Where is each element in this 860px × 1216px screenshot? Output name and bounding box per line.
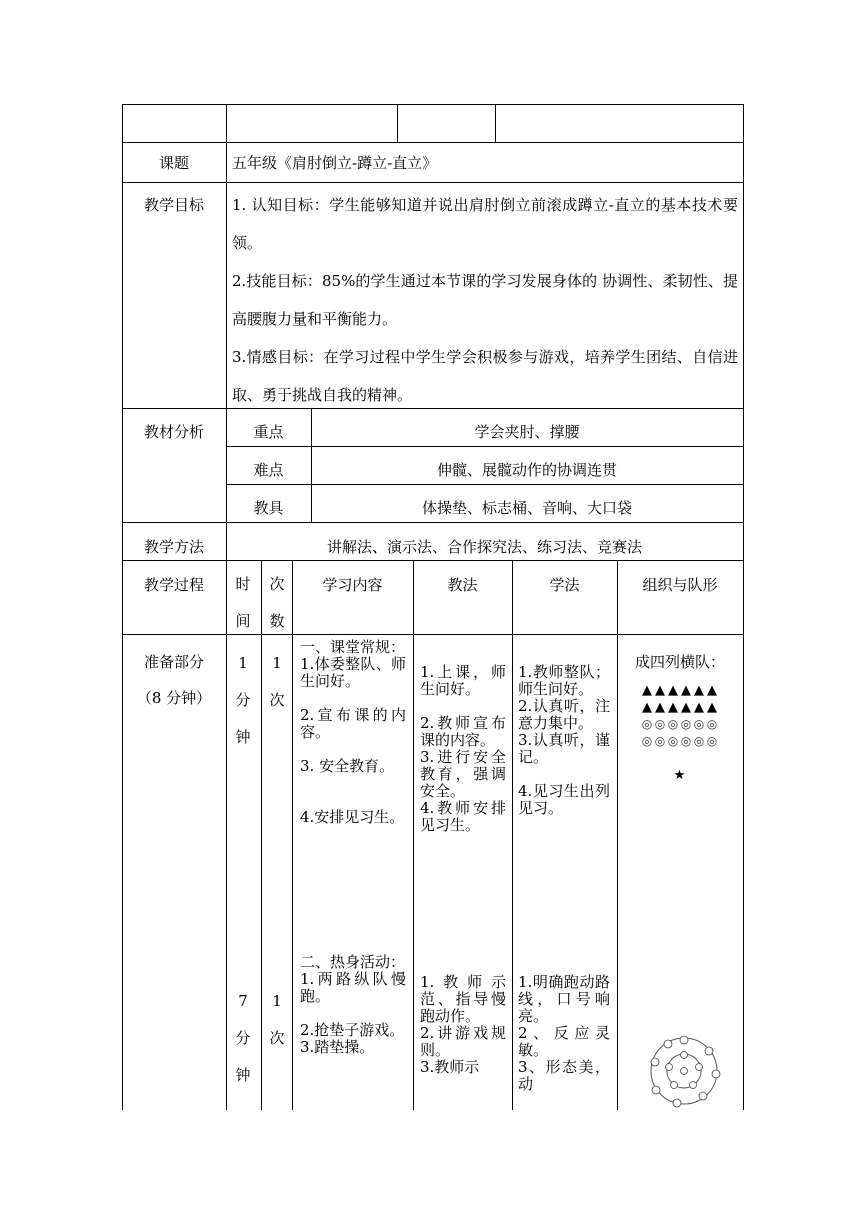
student-circle-icon: ◎ (654, 717, 666, 731)
part2-time: 7 分 钟 (235, 992, 251, 1084)
header-time: 时 间 (235, 575, 251, 630)
part2-teaching (420, 974, 506, 1076)
part1-learning (518, 664, 610, 817)
analysis-label: 教材分析 (143, 423, 204, 441)
process-label: 教学过程 (143, 576, 204, 594)
student-triangle-icon: ▲ (668, 700, 678, 715)
student-triangle-icon: ▲ (655, 683, 665, 698)
student-circle-icon: ◎ (641, 717, 653, 731)
teaching-line: 1.教师示范、指导慢跑动作。 (420, 973, 506, 1025)
teaching-line: 4.教师安排见习生。 (420, 799, 506, 834)
topic-label: 课题 (158, 154, 189, 172)
student-circle-icon: ◎ (706, 717, 718, 731)
teaching-line: 2.教师宣布课的内容。 (420, 714, 506, 749)
student-triangle-icon: ▲ (681, 700, 691, 715)
content-line: 3. 安全教育。 (300, 757, 395, 775)
learning-line: 3、形态美，动 (518, 1058, 610, 1093)
prep-label: 准备部分 (143, 653, 204, 671)
student-circle-icon: ◎ (667, 717, 679, 731)
column-divider (226, 104, 227, 1110)
learning-line: 1.明确跑动路线，口号响亮。 (518, 973, 610, 1025)
content-line: 二、热身活动： (300, 953, 406, 971)
part1-count: 1 次 (269, 654, 285, 709)
row-divider (122, 182, 744, 183)
learning-line: 2、反应灵敏。 (518, 1024, 610, 1059)
goal-item: 1. 认知目标：学生能够知道并说出肩肘倒立前滚成蹲立-直立的基本技术要领。 (232, 196, 738, 252)
part2-content (300, 954, 406, 1056)
table-border-left (122, 104, 123, 1110)
teaching-line: 1.上课，师生问好。 (420, 663, 506, 698)
analysis-value-difficulty: 伸髋、展髋动作的协调连贯 (436, 461, 617, 479)
column-divider (292, 560, 293, 1110)
goals-list (232, 186, 738, 414)
prep-duration: （8 分钟） (136, 689, 212, 707)
student-triangle-icon: ▲ (655, 700, 665, 715)
student-circle-icon: ◎ (654, 734, 666, 748)
student-triangle-icon: ▲ (642, 700, 652, 715)
goal-item: 3.情感目标：在学习过程中学生学会积极参与游戏，培养学生团结、自信进取、勇于挑战自我的精神。 (232, 348, 738, 404)
header-organization: 组织与队形 (642, 576, 718, 594)
header-teaching: 教法 (447, 576, 478, 594)
analysis-key-focus: 重点 (253, 423, 284, 441)
row-divider (226, 446, 744, 447)
methods-label: 教学方法 (143, 538, 204, 556)
column-divider (413, 560, 414, 1110)
student-circle-icon: ◎ (693, 717, 705, 731)
student-triangle-icon: ▲ (681, 683, 691, 698)
student-circle-icon: ◎ (693, 734, 705, 748)
header-content: 学习内容 (322, 576, 383, 594)
content-line: 4.安排见习生。 (300, 808, 405, 826)
student-circle-icon: ◎ (667, 734, 679, 748)
row-divider (226, 484, 744, 485)
part1-teaching (420, 664, 506, 834)
student-triangle-icon: ▲ (642, 683, 652, 698)
table-border-right (743, 104, 744, 1110)
part1-organization: 成四列横队： (634, 653, 725, 671)
student-triangle-icon: ▲ (668, 683, 678, 698)
learning-line: 1.教师整队；师生问好。 (518, 663, 610, 698)
part1-content (300, 639, 406, 826)
column-divider (512, 560, 513, 1110)
student-circle-icon: ◎ (641, 734, 653, 748)
student-triangle-icon: ▲ (694, 683, 704, 698)
teaching-line: 3.教师示 (420, 1058, 480, 1076)
student-circle-icon: ◎ (706, 734, 718, 748)
part2-learning (518, 974, 610, 1093)
goal-item: 2.技能目标：85%的学生通过本节课的学习发展身体的 协调性、柔韧性、提高腰腹力量和平衡能力。 (232, 272, 738, 328)
header-learning: 学法 (549, 576, 580, 594)
row-divider (122, 142, 744, 143)
analysis-value-equipment: 体操垫、标志桶、音响、大口袋 (421, 499, 632, 517)
analysis-key-equipment: 教具 (253, 499, 284, 517)
teacher-star-icon: ★ (673, 768, 686, 783)
learning-line: 4.见习生出列见习。 (518, 782, 610, 817)
student-circle-icon: ◎ (680, 717, 692, 731)
part1-time: 1 分 钟 (235, 654, 251, 746)
analysis-key-difficulty: 难点 (253, 461, 284, 479)
part2-count: 1 次 (269, 992, 285, 1047)
topic-value: 五年级《肩肘倒立-蹲立-直立》 (232, 154, 438, 172)
content-line: 2.宣布课的内容。 (300, 706, 406, 741)
student-triangle-icon: ▲ (707, 700, 717, 715)
row-divider (122, 522, 744, 523)
content-line: 1.体委整队、师生问好。 (300, 655, 406, 690)
column-divider (495, 104, 496, 142)
student-circle-icon: ◎ (680, 734, 692, 748)
header-count: 次 数 (269, 575, 285, 630)
goals-label: 教学目标 (143, 196, 204, 214)
analysis-value-focus: 学会夹肘、撑腰 (474, 423, 580, 441)
learning-line: 2.认真听，注意力集中。 (518, 697, 610, 732)
content-line: 一、课堂常规： (300, 638, 406, 656)
column-divider (261, 560, 262, 1110)
row-divider (122, 560, 744, 561)
circle-formation-diagram (647, 1034, 721, 1108)
row-divider (122, 634, 744, 635)
student-triangle-icon: ▲ (694, 700, 704, 715)
formation-diagram (640, 684, 726, 794)
learning-line: 3.认真听，谨记。 (518, 731, 610, 766)
table-border-top (122, 104, 744, 105)
methods-value: 讲解法、演示法、合作探究法、练习法、竞赛法 (326, 538, 642, 556)
teaching-line: 3.进行安全教育，强调安全。 (420, 748, 506, 800)
column-divider (397, 104, 398, 142)
student-triangle-icon: ▲ (707, 683, 717, 698)
content-line: 3.踏垫操。 (300, 1038, 375, 1056)
content-line: 1.两路纵队慢跑。 (300, 970, 406, 1005)
teaching-line: 2.讲游戏规则。 (420, 1024, 506, 1059)
content-line: 2.抢垫子游戏。 (300, 1021, 405, 1039)
column-divider (617, 560, 618, 1110)
